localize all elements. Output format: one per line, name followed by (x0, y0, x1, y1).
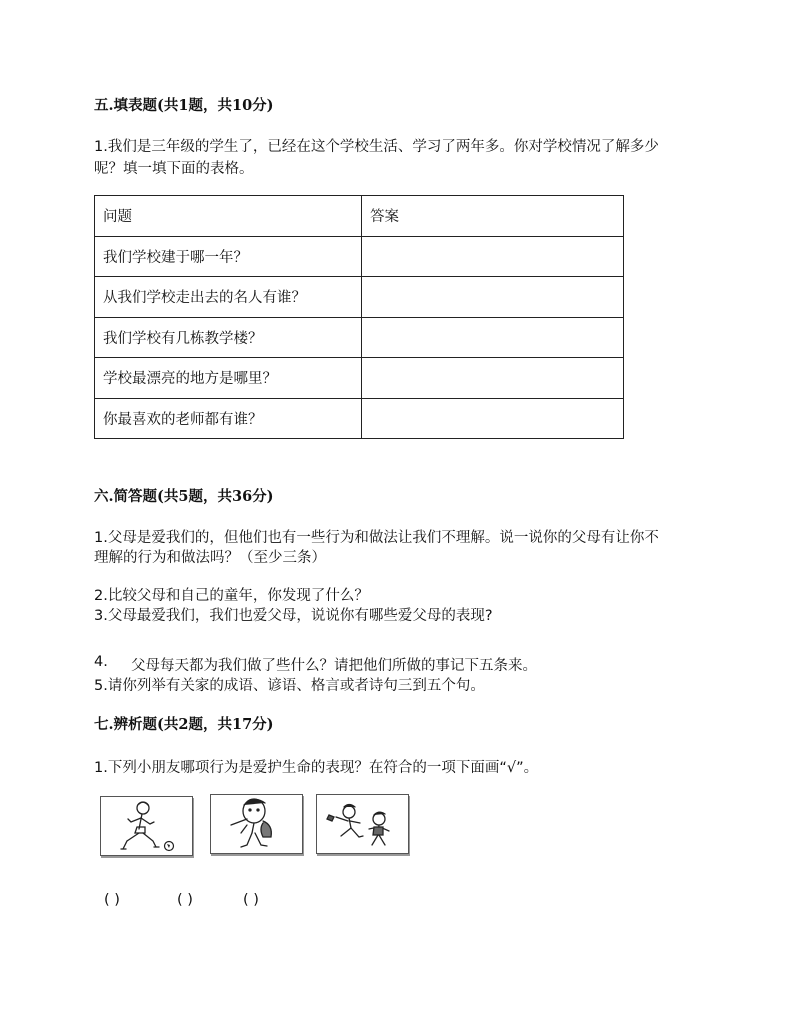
table-header-question: 问题 (95, 196, 362, 237)
section5-heading: 五.填表题(共1题，共10分) (94, 97, 274, 114)
section5-question1-line2: 呢？填一填下面的表格。 (94, 161, 254, 177)
section6-question4-text: 父母每天都为我们做了些什么？请把他们所做的事记下五条来。 (131, 658, 537, 674)
section6-question4-number: 4. (94, 654, 108, 670)
child-playing-football-illustration (101, 797, 192, 855)
section6-question3: 3.父母最爱我们，我们也爱父母，说说你有哪些爱父母的表现? (94, 608, 493, 624)
section6-question2: 2.比较父母和自己的童年，你发现了什么？ (94, 588, 369, 604)
table-cell-question: 你最喜欢的老师都有谁？ (95, 398, 362, 439)
section7-heading: 七.辨析题(共2题，共17分) (94, 716, 274, 733)
table-header-answer: 答案 (362, 196, 624, 237)
table-cell-question: 我们学校有几栋教学楼？ (95, 317, 362, 358)
answer-blank-2[interactable]: ( ) (177, 892, 193, 908)
picture-children-running (316, 794, 409, 854)
section6-heading: 六.简答题(共5题，共36分) (94, 488, 274, 505)
picture-child-pencil-in-mouth (210, 794, 303, 854)
table-cell-answer[interactable] (362, 236, 624, 277)
answer-blank-1[interactable]: ( ) (104, 892, 120, 908)
answer-blank-3[interactable]: ( ) (243, 892, 259, 908)
table-row (95, 317, 624, 358)
table-cell-answer[interactable] (362, 398, 624, 439)
section6-question5: 5.请你列举有关家的成语、谚语、格言或者诗句三到五个句。 (94, 678, 485, 694)
table-cell-answer[interactable] (362, 358, 624, 399)
table-row (95, 277, 624, 318)
child-pencil-in-mouth-illustration (211, 795, 302, 853)
table-row (95, 358, 624, 399)
table-cell-answer[interactable] (362, 317, 624, 358)
section6-question1-line1: 1.父母是爱我们的，但他们也有一些行为和做法让我们不理解。说一说你的父母有让你不 (94, 530, 659, 546)
table-cell-question: 从我们学校走出去的名人有谁？ (95, 277, 362, 318)
table-row (95, 236, 624, 277)
section7-question1: 1.下列小朋友哪项行为是爱护生命的表现？在符合的一项下面画“√”。 (94, 760, 539, 776)
table-header-row (95, 196, 624, 237)
school-info-table (94, 195, 624, 439)
children-running-illustration (317, 795, 408, 853)
table-cell-answer[interactable] (362, 277, 624, 318)
table-row (95, 398, 624, 439)
table-cell-question: 学校最漂亮的地方是哪里？ (95, 358, 362, 399)
picture-child-playing-football (100, 796, 193, 856)
table-cell-question: 我们学校建于哪一年？ (95, 236, 362, 277)
section6-question1-line2: 理解的行为和做法吗？（至少三条） (94, 550, 326, 566)
section5-question1-line1: 1.我们是三年级的学生了，已经在这个学校生活、学习了两年多。你对学校情况了解多少 (94, 139, 659, 155)
